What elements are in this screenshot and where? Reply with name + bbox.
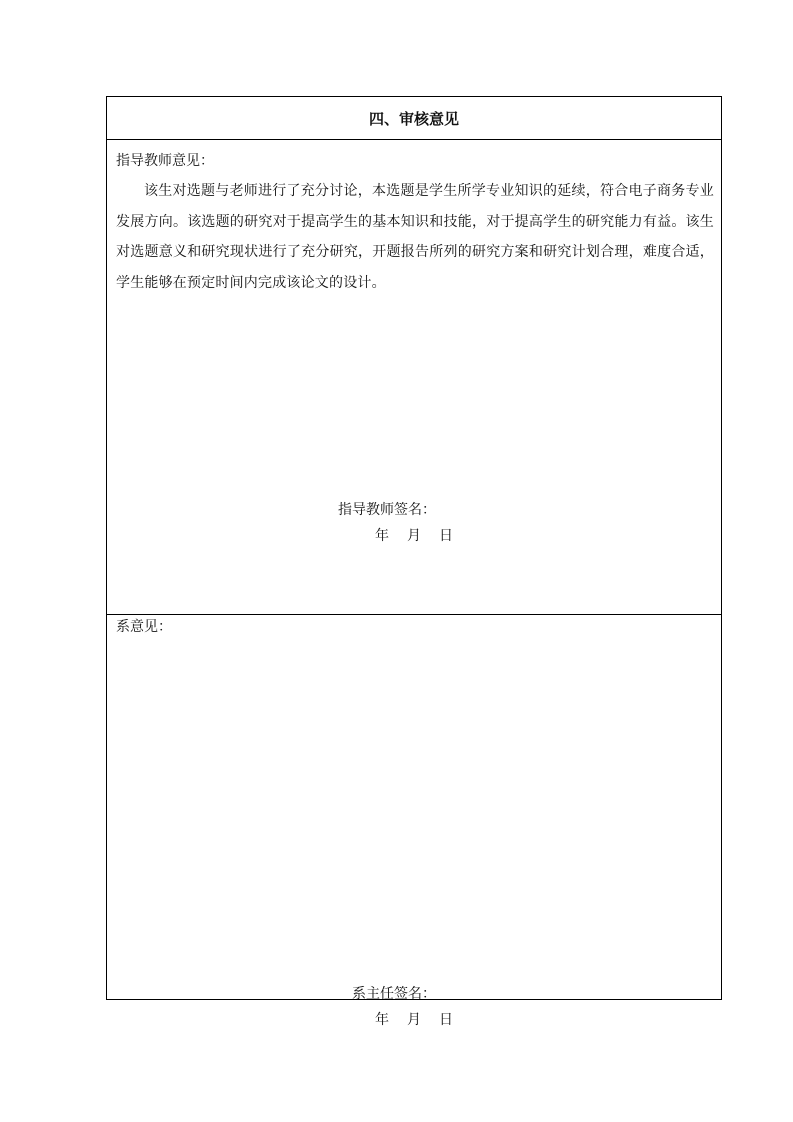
department-date-year: 年 [375, 1012, 389, 1028]
section-header [107, 97, 721, 140]
department-date-month: 月 [407, 1012, 421, 1028]
department-head-signature-label: 系主任签名： [352, 986, 436, 1002]
department-opinion-cell [107, 615, 721, 1028]
advisor-date-day: 日 [439, 528, 453, 544]
department-opinion-label: 系意见： [116, 619, 172, 635]
advisor-date-month: 月 [407, 528, 421, 544]
advisor-date-year: 年 [375, 528, 389, 544]
review-opinion-table [106, 96, 722, 1028]
department-date-day: 日 [439, 1012, 453, 1028]
advisor-opinion-cell [107, 140, 721, 615]
section-title: 四、审核意见 [368, 109, 459, 128]
advisor-comment-text: 该生对选题与老师进行了充分讨论，本选题是学生所学专业知识的延续，符合电子商务专业发展方向。该选题的研究对于提高学生的基本知识和技能，对于提高学生的研究能力有益。该生对选题意义和研究现状进行了充分研究，开题报告所列的研究方案和研究计划合理，难度合适，学生能够在预定时间内完成该论文的设计。 [116, 183, 714, 291]
advisor-signature-label: 指导教师签名： [338, 502, 436, 518]
advisor-date-line [375, 526, 453, 546]
department-date-line [375, 1010, 453, 1030]
advisor-opinion-label: 指导教师意见： [116, 153, 214, 169]
